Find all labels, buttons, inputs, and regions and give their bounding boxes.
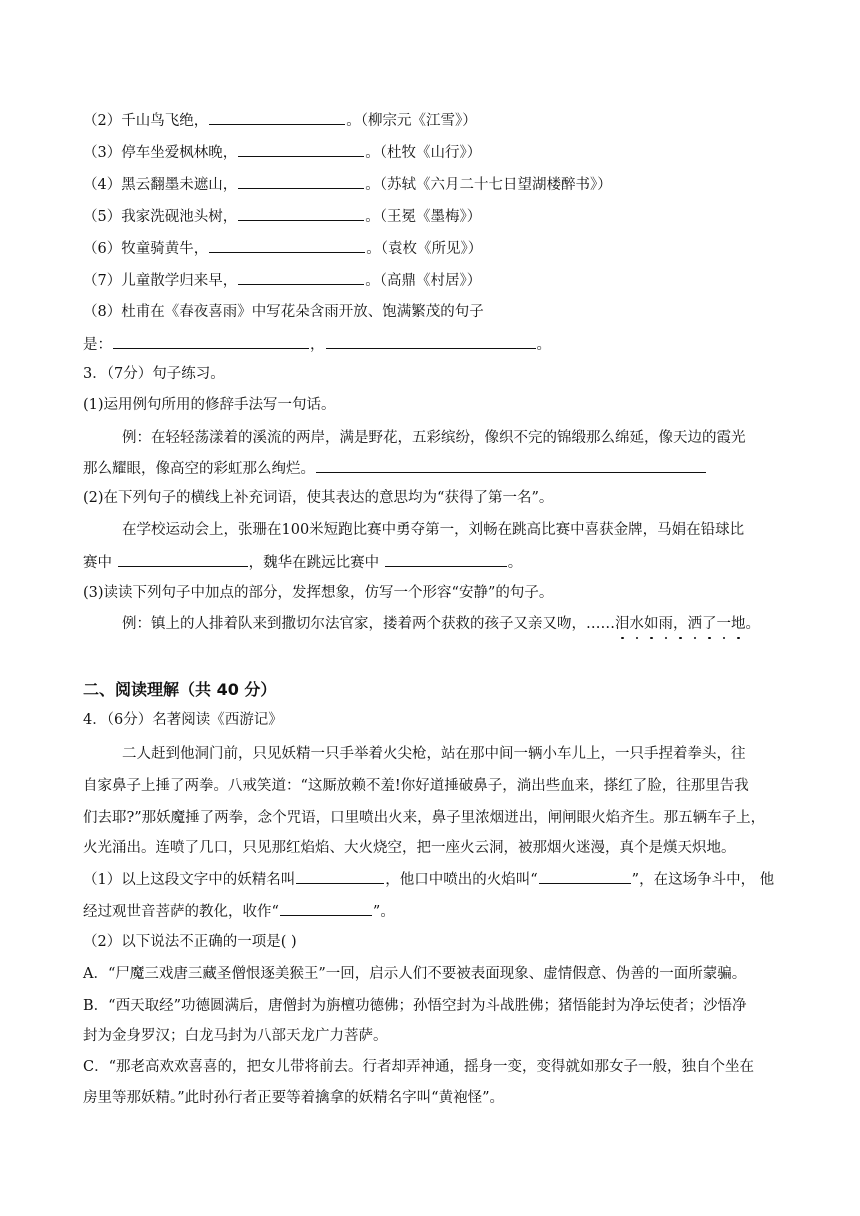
answer-blank[interactable] — [280, 901, 372, 916]
question-3-sub1: (1)运用例句所用的修辞手法写一句话。 — [83, 397, 336, 413]
poem-line-6: （6）牧童骑黄牛， 。（袁枚《所见》） — [83, 238, 482, 259]
question-4-sub1-line1: （1）以上这段文字中的妖精名叫 ，他口中喷出的火焰叫“ ”，在这场争斗中， 他 — [83, 869, 774, 890]
poem-line-7: （7）儿童散学归来早， 。（高鼎《村居》） — [83, 270, 481, 291]
poem-line-8-prompt: （8）杜甫在《春夜喜雨》中写花朵含雨开放、饱满繁茂的句子 — [83, 304, 484, 320]
dotted-char: 洒 — [687, 616, 702, 632]
dotted-char: 如 — [644, 616, 659, 632]
passage-line: 二人赶到他洞门前，只见妖精一只手举着火尖枪，站在那中间一辆小车儿上，一只手捏着拳头，往 — [122, 746, 746, 762]
dotted-char: 水 — [629, 616, 644, 632]
question-3-sub3: (3)读读下列句子中加点的部分，发挥想象，仿写一个形容“安静”的句子。 — [83, 585, 554, 601]
question-4-sub2: （2）以下说法不正确的一项是( ) — [83, 934, 297, 950]
answer-blank[interactable] — [296, 869, 384, 884]
answer-blank[interactable] — [238, 206, 364, 221]
option-c-line1: C．“那老高欢欢喜喜的，把女儿带将前去。行者却弄神通，摇身一变，变得就如那女子一般，独自个坐在 — [83, 1059, 755, 1075]
answer-blank[interactable] — [238, 174, 364, 189]
question-3-sub2: (2)在下列句子的横线上补充词语，使其表达的意思均为“获得了第一名”。 — [83, 490, 554, 506]
answer-blank[interactable] — [385, 552, 507, 567]
answer-blank[interactable] — [326, 334, 536, 349]
option-b-line1: B．“西天取经”功德圆满后，唐僧封为旃檀功德佛；孙悟空封为斗战胜佛；猪悟能封为净坛使者；沙悟净 — [83, 998, 747, 1014]
dotted-char: 了 — [702, 616, 717, 632]
answer-blank[interactable] — [316, 458, 706, 473]
answer-blank[interactable] — [238, 142, 364, 157]
dotted-char: 雨 — [658, 616, 673, 632]
answer-blank[interactable] — [238, 270, 364, 285]
poem-line-3: （3）停车坐爱枫林晚， 。（杜牧《山行》） — [83, 142, 481, 163]
dotted-char: 一 — [716, 616, 731, 632]
section-heading: 二、阅读理解（共 40 分） — [83, 680, 277, 699]
dotted-char: 泪 — [615, 616, 630, 632]
question-3-text-2a: 在学校运动会上，张珊在100米短跑比赛中勇夺第一，刘畅在跳高比赛中喜获金牌，马娟在铅球比 — [122, 522, 745, 538]
question-3-example-1a: 例：在轻轻荡漾着的溪流的两岸，满是野花，五彩缤纷，像织不完的锦缎那么绵延，像天边的霞光 — [122, 430, 746, 446]
poem-line-8-answer: 是： ， 。 — [83, 334, 551, 355]
passage-line: 们去耶?”那妖魔捶了两拳，念个咒语，口里喷出火来，鼻子里浓烟迸出，闸闸眼火焰齐生。那五辆车子上， — [83, 810, 766, 826]
poem-line-5: （5）我家洗砚池头树， 。（王冕《墨梅》） — [83, 206, 481, 227]
answer-blank[interactable] — [209, 110, 345, 125]
dotted-char: 地 — [731, 616, 746, 632]
answer-blank[interactable] — [113, 334, 309, 349]
question-3-example-1b: 那么耀眼，像高空的彩虹那么绚烂。 — [83, 458, 707, 479]
question-3-title: 3．（7分）句子练习。 — [83, 366, 225, 382]
option-a: A．“尸魔三戏唐三藏圣僧恨逐美猴王”一回，启示人们不要被表面现象、虚情假意、伪善的一面所蒙骗。 — [83, 966, 747, 982]
question-3-example-3: 例：镇上的人排着队来到撒切尔法官家，搂着两个获救的孩子又亲又吻，……泪水如雨，洒了一地。 — [122, 616, 760, 632]
answer-blank[interactable] — [209, 238, 365, 253]
passage-line: 自家鼻子上捶了两拳。八戒笑道：“这厮放赖不羞!你好道捶破鼻子，淌出些血来，搽红了脸，往那里告我 — [83, 778, 749, 794]
question-4-title: 4．（6分）名著阅读《西游记》 — [83, 712, 283, 728]
dotted-char: ， — [673, 616, 688, 632]
option-b-line2: 封为金身罗汉；白龙马封为八部天龙广力菩萨。 — [83, 1028, 388, 1044]
passage-line: 火光涌出。连喷了几口，只见那红焰焰、大火烧空，把一座火云洞，被那烟火迷漫，真个是熯天炽地。 — [83, 840, 736, 856]
dotted-emphasis-text — [615, 616, 746, 632]
answer-blank[interactable] — [539, 869, 631, 884]
question-4-sub1-line2: 经过观世音菩萨的教化，收作“ ”。 — [83, 901, 395, 922]
poem-line-4: （4）黑云翻墨未遮山， 。（苏轼《六月二十七日望湖楼醉书》） — [83, 174, 612, 195]
answer-blank[interactable] — [118, 552, 248, 567]
poem-line-2: （2）千山鸟飞绝， 。（柳宗元《江雪》） — [83, 110, 477, 131]
question-3-text-2b: 赛中 ，魏华在跳远比赛中 。 — [83, 552, 522, 573]
option-c-line2: 房里等那妖精。”此时孙行者正要等着擒拿的妖精名字叫“黄袍怪”。 — [83, 1090, 504, 1106]
